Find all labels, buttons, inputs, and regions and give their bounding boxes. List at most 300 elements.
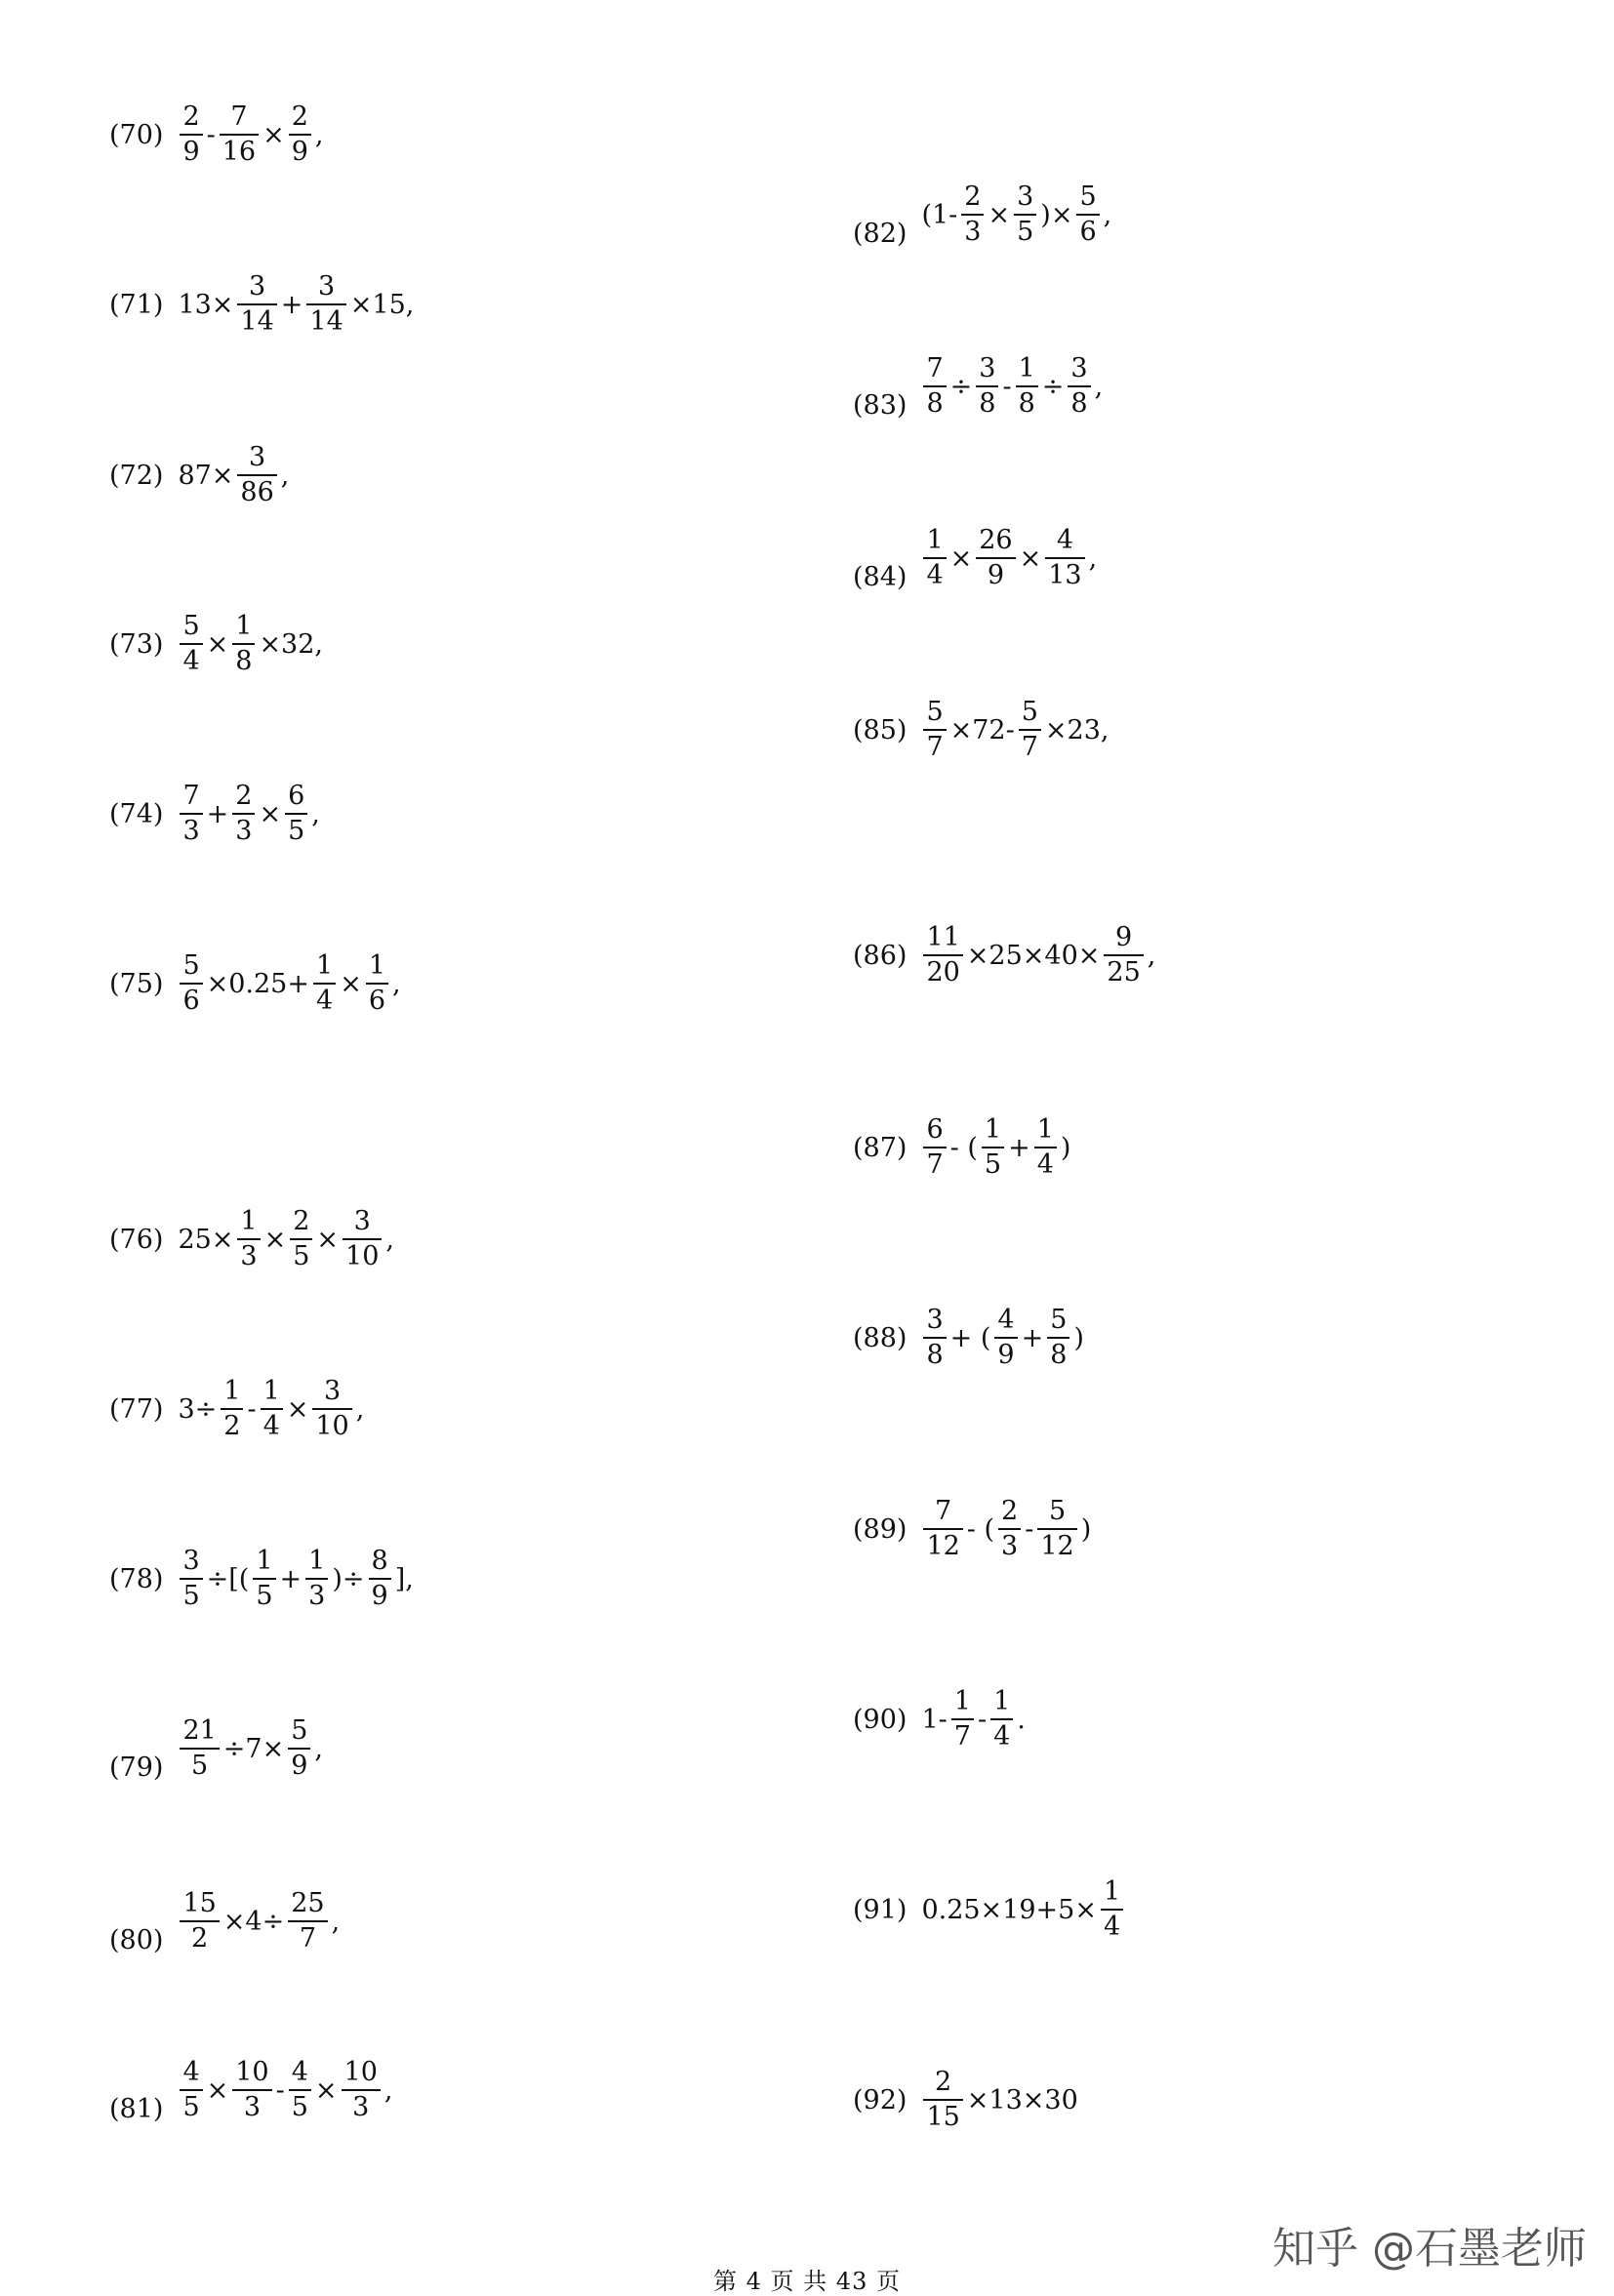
numerator: 26 <box>979 525 1013 555</box>
denominator: 6 <box>182 986 200 1017</box>
fraction <box>312 1378 351 1441</box>
fraction-bar <box>289 2089 311 2091</box>
operator-text: × <box>263 1224 287 1255</box>
numerator: 5 <box>1021 697 1038 727</box>
denominator: 2 <box>223 1411 241 1442</box>
problem-84 <box>853 527 1098 590</box>
fraction-bar <box>221 1408 243 1410</box>
problem-number: (83) <box>853 389 908 421</box>
numerator: 2 <box>293 1206 310 1236</box>
fraction-bar <box>923 729 946 731</box>
numerator: 1 <box>1103 1876 1121 1907</box>
fraction-bar <box>369 1578 391 1580</box>
fraction <box>232 613 255 676</box>
problem-number: (73) <box>109 628 164 660</box>
problem-80 <box>109 1890 341 1954</box>
operator-text: , <box>1088 543 1098 574</box>
problem-78 <box>109 1548 415 1611</box>
fraction <box>923 1498 962 1561</box>
fraction-bar <box>288 1748 310 1750</box>
problem-75 <box>109 952 402 1016</box>
fraction <box>237 273 276 337</box>
fraction-bar <box>1076 214 1099 216</box>
denominator: 25 <box>1107 957 1141 988</box>
expression <box>920 2069 1078 2132</box>
fraction-bar <box>313 983 336 985</box>
numerator: 5 <box>926 697 944 727</box>
denominator: 8 <box>1070 388 1088 420</box>
fraction <box>313 952 336 1016</box>
numerator: 10 <box>343 2057 378 2087</box>
fraction <box>1047 1307 1069 1370</box>
fraction <box>237 1208 260 1271</box>
fraction <box>1068 355 1090 419</box>
denominator: 3 <box>1001 1531 1019 1562</box>
fraction-bar <box>289 134 311 136</box>
denominator: 5 <box>1017 217 1034 248</box>
fraction-bar <box>1019 729 1041 731</box>
expression <box>177 783 320 846</box>
operator-text: + ( <box>949 1322 991 1353</box>
numerator: 1 <box>223 1376 241 1406</box>
denominator: 4 <box>316 986 334 1017</box>
fraction-bar <box>180 1920 219 1922</box>
fraction <box>305 1548 328 1611</box>
numerator: 2 <box>182 101 200 132</box>
fraction-bar <box>232 813 255 815</box>
problem-number: (92) <box>853 2084 908 2115</box>
operator-text: 0.25×19+5× <box>921 1894 1097 1925</box>
denominator: 9 <box>291 1751 308 1782</box>
denominator: 3 <box>240 1241 258 1272</box>
problem-74 <box>109 783 321 846</box>
fraction-bar <box>923 2099 962 2101</box>
page-footer: 第 4 页 共 43 页 <box>713 2268 901 2295</box>
denominator: 6 <box>1079 217 1097 248</box>
operator-text: )× <box>1040 199 1073 230</box>
fraction-bar <box>180 2089 202 2091</box>
fraction <box>923 1307 946 1370</box>
fraction <box>923 924 962 987</box>
numerator: 3 <box>353 1206 371 1236</box>
fraction <box>180 783 202 846</box>
numerator: 4 <box>997 1305 1015 1335</box>
problem-86 <box>853 924 1156 987</box>
denominator: 3 <box>182 816 200 847</box>
operator-text: ÷[( <box>206 1563 250 1594</box>
fraction <box>1037 1498 1076 1561</box>
operator-text: ×13×30 <box>966 2084 1078 2115</box>
fraction <box>923 355 946 419</box>
expression <box>177 1208 395 1271</box>
operator-text: × <box>1019 543 1042 574</box>
denominator: 8 <box>1050 1340 1068 1371</box>
fraction-bar <box>285 813 307 815</box>
denominator: 14 <box>240 306 274 338</box>
operator-text: + <box>1008 1132 1030 1163</box>
operator-text: ×4÷ <box>222 1906 285 1937</box>
problem-number: (91) <box>853 1894 908 1925</box>
numerator: 2 <box>235 781 253 811</box>
numerator: 8 <box>371 1546 388 1576</box>
operator-text: , <box>1094 371 1104 402</box>
numerator: 1 <box>1036 1114 1054 1145</box>
problem-number: (77) <box>109 1393 164 1425</box>
problem-90 <box>853 1688 1027 1752</box>
denominator: 12 <box>926 1531 960 1562</box>
numerator: 1 <box>240 1206 258 1236</box>
expression <box>920 527 1098 590</box>
fraction-bar <box>237 1238 260 1240</box>
operator-text: × <box>949 543 973 574</box>
fraction <box>180 1890 219 1954</box>
numerator: 5 <box>182 611 200 641</box>
fraction <box>180 1548 202 1611</box>
expression <box>177 1890 341 1954</box>
operator-text: × <box>316 1224 340 1255</box>
denominator: 5 <box>293 1241 310 1272</box>
fraction <box>288 1717 310 1781</box>
problem-73 <box>109 613 324 676</box>
denominator: 9 <box>987 560 1005 591</box>
denominator: 5 <box>191 1751 209 1782</box>
operator-text: - <box>977 1704 988 1735</box>
operator-text: , <box>385 1224 394 1255</box>
fraction-bar <box>951 1718 974 1720</box>
fraction <box>306 273 345 337</box>
denominator: 9 <box>182 137 200 168</box>
expression <box>920 355 1104 419</box>
denominator: 5 <box>291 2092 308 2123</box>
numerator: 5 <box>182 950 200 981</box>
denominator: 2 <box>191 1923 209 1954</box>
fraction <box>961 183 984 247</box>
operator-text: ÷7× <box>222 1733 285 1764</box>
numerator: 3 <box>323 1376 342 1406</box>
problem-number: (76) <box>109 1224 164 1255</box>
numerator: 3 <box>249 271 266 302</box>
operator-text: ÷ <box>1041 371 1065 402</box>
operator-text: ÷ <box>949 371 973 402</box>
denominator: 5 <box>984 1149 1002 1181</box>
denominator: 7 <box>926 1149 944 1181</box>
fraction <box>994 1307 1017 1370</box>
fraction <box>1076 183 1099 247</box>
problem-82 <box>853 183 1112 247</box>
problem-number: (88) <box>853 1322 908 1353</box>
denominator: 7 <box>299 1923 316 1954</box>
operator-text: × <box>340 968 362 999</box>
expression <box>177 952 401 1016</box>
fraction <box>343 1208 382 1271</box>
operator-text: - <box>206 119 216 150</box>
denominator: 4 <box>1036 1149 1054 1181</box>
operator-text: , <box>1147 940 1156 971</box>
numerator: 4 <box>291 2057 308 2087</box>
fraction <box>261 1378 283 1441</box>
problem-83 <box>853 355 1104 419</box>
operator-text: - ( <box>966 1513 995 1545</box>
denominator: 8 <box>235 646 253 677</box>
numerator: 1 <box>235 611 253 641</box>
fraction-bar <box>1068 385 1090 387</box>
fraction-bar <box>1016 385 1038 387</box>
denominator: 4 <box>926 560 944 591</box>
operator-text: ×15, <box>349 289 415 320</box>
operator-text: 1- <box>921 1704 948 1735</box>
expression <box>177 2059 393 2122</box>
expression <box>920 1878 1126 1942</box>
expression <box>177 613 324 676</box>
problem-number: (78) <box>109 1563 164 1594</box>
fraction <box>1014 183 1036 247</box>
fraction <box>976 355 998 419</box>
denominator: 20 <box>926 957 960 988</box>
problem-number: (71) <box>109 289 164 320</box>
fraction-bar <box>976 385 998 387</box>
fraction <box>923 527 946 590</box>
operator-text: - ( <box>949 1132 978 1163</box>
denominator: 5 <box>256 1581 273 1612</box>
fraction-bar <box>1037 1528 1076 1530</box>
denominator: 9 <box>371 1581 388 1612</box>
fraction-bar <box>1104 954 1143 956</box>
denominator: 5 <box>288 816 305 847</box>
numerator: 5 <box>1048 1496 1067 1526</box>
numerator: 11 <box>926 922 960 952</box>
fraction-bar <box>1047 1337 1069 1339</box>
fraction-bar <box>312 1408 351 1410</box>
fraction-bar <box>923 954 962 956</box>
expression <box>920 1307 1084 1370</box>
fraction-bar <box>261 1408 283 1410</box>
problem-92 <box>853 2069 1079 2132</box>
operator-text: ×0.25+ <box>206 968 309 999</box>
fraction-bar <box>306 303 345 305</box>
fraction-bar <box>180 1578 202 1580</box>
numerator: 3 <box>317 271 336 302</box>
problem-77 <box>109 1378 365 1441</box>
expression <box>177 103 324 167</box>
fraction-bar <box>180 1748 219 1750</box>
fraction-bar <box>237 303 276 305</box>
fraction-bar <box>923 1528 962 1530</box>
denominator: 3 <box>352 2092 370 2123</box>
problem-87 <box>853 1116 1071 1180</box>
numerator: 1 <box>316 950 334 981</box>
denominator: 5 <box>182 2092 200 2123</box>
operator-text: , <box>314 119 324 150</box>
fraction-bar <box>237 474 276 476</box>
operator-text: - <box>275 2074 285 2106</box>
denominator: 10 <box>315 1411 349 1442</box>
numerator: 3 <box>979 353 996 383</box>
fraction <box>342 2059 381 2122</box>
problem-76 <box>109 1208 395 1271</box>
denominator: 3 <box>235 816 253 847</box>
numerator: 6 <box>288 781 305 811</box>
operator-text: × <box>206 2074 229 2106</box>
fraction <box>237 444 276 507</box>
numerator: 3 <box>926 1305 944 1335</box>
numerator: 4 <box>1056 525 1073 555</box>
numerator: 3 <box>1017 181 1034 212</box>
fraction <box>253 1548 275 1611</box>
operator-text: , <box>314 1733 324 1764</box>
fraction-bar <box>1101 1909 1123 1911</box>
denominator: 7 <box>1021 732 1038 763</box>
numerator: 1 <box>262 1376 280 1406</box>
operator-text: 3÷ <box>178 1393 218 1425</box>
fraction-bar <box>961 214 984 216</box>
fraction-bar <box>290 1238 312 1240</box>
fraction <box>990 1688 1013 1752</box>
denominator: 5 <box>182 1581 200 1612</box>
problem-70 <box>109 103 325 167</box>
operator-text: × <box>988 199 1011 230</box>
operator-text: ×25×40× <box>966 940 1101 971</box>
problem-79 <box>109 1717 324 1781</box>
fraction <box>289 2059 311 2122</box>
operator-text: , <box>331 1906 341 1937</box>
fraction <box>180 1717 219 1781</box>
denominator: 8 <box>1018 388 1035 420</box>
fraction <box>180 613 202 676</box>
fraction-bar <box>1034 1147 1057 1148</box>
problem-number: (81) <box>109 2093 164 2124</box>
operator-text: (1- <box>921 199 958 230</box>
numerator: 3 <box>249 442 266 472</box>
fraction <box>232 2059 271 2122</box>
numerator: 5 <box>1079 181 1097 212</box>
operator-text: 87× <box>178 460 234 491</box>
numerator: 10 <box>235 2057 269 2087</box>
fraction <box>288 1890 327 1954</box>
numerator: 3 <box>182 1546 200 1576</box>
operator-text: 13× <box>178 289 234 320</box>
operator-text: , <box>1103 199 1112 230</box>
problem-85 <box>853 699 1110 762</box>
denominator: 8 <box>979 388 996 420</box>
fraction <box>289 103 311 167</box>
numerator: 1 <box>993 1686 1011 1716</box>
operator-text: , <box>383 2074 393 2106</box>
numerator: 21 <box>182 1715 217 1746</box>
problem-88 <box>853 1307 1085 1370</box>
expression <box>920 699 1110 762</box>
denominator: 3 <box>243 2092 262 2123</box>
fraction-bar <box>220 134 259 136</box>
fraction <box>1034 1116 1057 1180</box>
fraction <box>369 1548 391 1611</box>
operator-text: + <box>279 1563 303 1594</box>
operator-text: × <box>262 119 285 150</box>
fraction <box>180 103 202 167</box>
operator-text: ×23, <box>1044 714 1110 745</box>
expression <box>177 1378 365 1441</box>
fraction-bar <box>923 1147 946 1148</box>
numerator: 2 <box>1001 1496 1019 1526</box>
problem-number: (84) <box>853 561 908 592</box>
operator-text: ×32, <box>259 628 323 660</box>
fraction <box>220 103 259 167</box>
expression <box>920 183 1112 247</box>
fraction-bar <box>976 557 1015 559</box>
fraction <box>1104 924 1143 987</box>
expression <box>177 1548 414 1611</box>
operator-text: × <box>259 798 282 829</box>
expression <box>920 924 1156 987</box>
numerator: 1 <box>308 1546 326 1576</box>
numerator: 1 <box>953 1686 971 1716</box>
fraction <box>923 699 946 762</box>
operator-text: - <box>247 1393 257 1425</box>
numerator: 1 <box>926 525 944 555</box>
operator-text: . <box>1017 1704 1026 1735</box>
fraction-bar <box>305 1578 328 1580</box>
operator-text: + <box>280 289 303 320</box>
fraction-bar <box>232 2089 271 2091</box>
expression <box>177 444 290 507</box>
fraction-bar <box>998 1528 1021 1530</box>
numerator: 15 <box>182 1888 217 1918</box>
fraction-bar <box>990 1718 1013 1720</box>
denominator: 4 <box>182 646 200 677</box>
denominator: 12 <box>1040 1531 1074 1562</box>
denominator: 16 <box>222 137 257 168</box>
numerator: 7 <box>926 353 944 383</box>
problem-81 <box>109 2059 394 2122</box>
denominator: 8 <box>926 388 944 420</box>
fraction <box>923 2069 962 2132</box>
denominator: 9 <box>997 1340 1015 1371</box>
operator-text: , <box>280 460 290 491</box>
fraction <box>1045 527 1084 590</box>
fraction <box>1019 699 1041 762</box>
numerator: 4 <box>182 2057 200 2087</box>
problem-number: (86) <box>853 940 908 971</box>
denominator: 8 <box>926 1340 944 1371</box>
numerator: 2 <box>964 181 982 212</box>
fraction <box>290 1208 312 1271</box>
problem-number: (74) <box>109 798 164 829</box>
operator-text: ) <box>1060 1132 1071 1163</box>
operator-text: ) <box>1080 1513 1092 1545</box>
problem-number: (82) <box>853 218 908 249</box>
operator-text: + <box>1021 1322 1044 1353</box>
operator-text: , <box>392 968 401 999</box>
problem-number: (85) <box>853 714 908 745</box>
denominator: 7 <box>926 732 944 763</box>
fraction-bar <box>342 2089 381 2091</box>
fraction <box>1101 1878 1123 1942</box>
fraction <box>1016 355 1038 419</box>
numerator: 7 <box>182 781 200 811</box>
denominator: 4 <box>993 1721 1011 1752</box>
fraction-bar <box>1045 557 1084 559</box>
fraction-bar <box>180 134 202 136</box>
problem-72 <box>109 444 290 507</box>
numerator: 2 <box>291 101 308 132</box>
numerator: 9 <box>1114 922 1133 952</box>
fraction-bar <box>366 983 388 985</box>
fraction <box>976 527 1015 590</box>
operator-text: ×72- <box>949 714 1015 745</box>
problem-number: (75) <box>109 968 164 999</box>
denominator: 13 <box>1048 560 1082 591</box>
problem-number: (89) <box>853 1513 908 1545</box>
operator-text: )÷ <box>332 1563 365 1594</box>
